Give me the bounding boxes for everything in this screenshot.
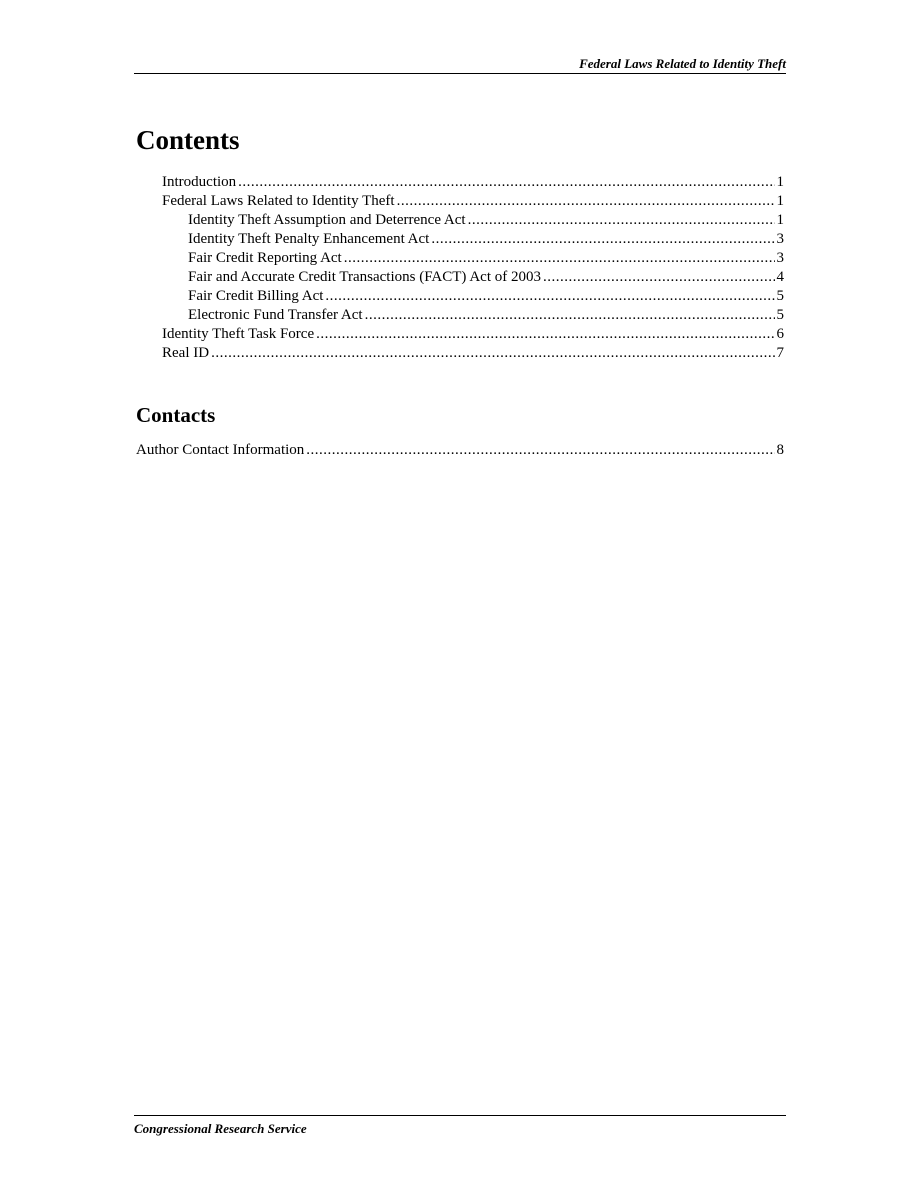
toc-entry[interactable] xyxy=(188,268,784,287)
toc-entry-page[interactable]: 1 xyxy=(776,212,784,228)
toc-entry[interactable] xyxy=(188,287,784,306)
toc-leader-dots xyxy=(316,325,774,344)
toc-entry[interactable] xyxy=(188,230,784,249)
toc-entry-page[interactable]: 1 xyxy=(776,193,784,209)
toc-entry-title[interactable]: Identity Theft Penalty Enhancement Act xyxy=(188,231,430,247)
toc-entry[interactable] xyxy=(188,306,784,325)
toc-entry-title[interactable]: Real ID xyxy=(162,345,210,361)
toc-entry[interactable] xyxy=(162,344,784,363)
toc-entry-title[interactable]: Fair Credit Billing Act xyxy=(188,288,324,304)
running-header-title: Federal Laws Related to Identity Theft xyxy=(579,56,786,71)
toc-leader-dots xyxy=(211,344,774,363)
toc-leader-dots xyxy=(306,441,774,460)
toc-entry[interactable] xyxy=(188,211,784,230)
toc-entry-page[interactable]: 1 xyxy=(776,174,784,190)
toc-entry[interactable] xyxy=(162,192,784,211)
toc-leader-dots xyxy=(431,230,774,249)
toc-entry-title[interactable]: Identity Theft Task Force xyxy=(162,326,315,342)
contacts-heading: Contacts xyxy=(136,403,216,427)
contents-heading: Contents xyxy=(136,125,240,155)
footer-publisher: Congressional Research Service xyxy=(134,1121,307,1136)
toc-entry-page[interactable]: 5 xyxy=(776,288,784,304)
toc-leader-dots xyxy=(468,211,775,230)
toc-entry[interactable] xyxy=(162,325,784,344)
toc-entry-title[interactable]: Author Contact Information xyxy=(136,442,305,458)
contents-toc xyxy=(0,173,920,363)
toc-leader-dots xyxy=(397,192,775,211)
toc-entry-title[interactable]: Fair Credit Reporting Act xyxy=(188,250,342,266)
toc-entry-title[interactable]: Federal Laws Related to Identity Theft xyxy=(162,193,395,209)
toc-entry-page[interactable]: 7 xyxy=(776,345,784,361)
toc-entry-page[interactable]: 8 xyxy=(776,442,784,458)
toc-leader-dots xyxy=(344,249,775,268)
toc-entry-page[interactable]: 3 xyxy=(776,250,784,266)
toc-entry[interactable] xyxy=(188,249,784,268)
toc-entry-title[interactable]: Electronic Fund Transfer Act xyxy=(188,307,363,323)
contacts-toc xyxy=(0,441,920,460)
toc-entry-page[interactable]: 5 xyxy=(776,307,784,323)
toc-leader-dots xyxy=(238,173,774,192)
page-footer xyxy=(134,1115,786,1136)
toc-entry-title[interactable]: Identity Theft Assumption and Deterrence Act xyxy=(188,212,466,228)
toc-entry[interactable] xyxy=(136,441,784,460)
toc-entry-page[interactable]: 6 xyxy=(776,326,784,342)
toc-leader-dots xyxy=(365,306,775,325)
toc-leader-dots xyxy=(325,287,774,306)
toc-entry-page[interactable]: 4 xyxy=(776,269,784,285)
toc-entry-page[interactable]: 3 xyxy=(776,231,784,247)
toc-entry-title[interactable]: Introduction xyxy=(162,174,237,190)
toc-leader-dots xyxy=(543,268,775,287)
toc-entry[interactable] xyxy=(162,173,784,192)
toc-entry-title[interactable]: Fair and Accurate Credit Transactions (FACT) Act of 2003 xyxy=(188,269,541,285)
running-header xyxy=(134,56,786,74)
